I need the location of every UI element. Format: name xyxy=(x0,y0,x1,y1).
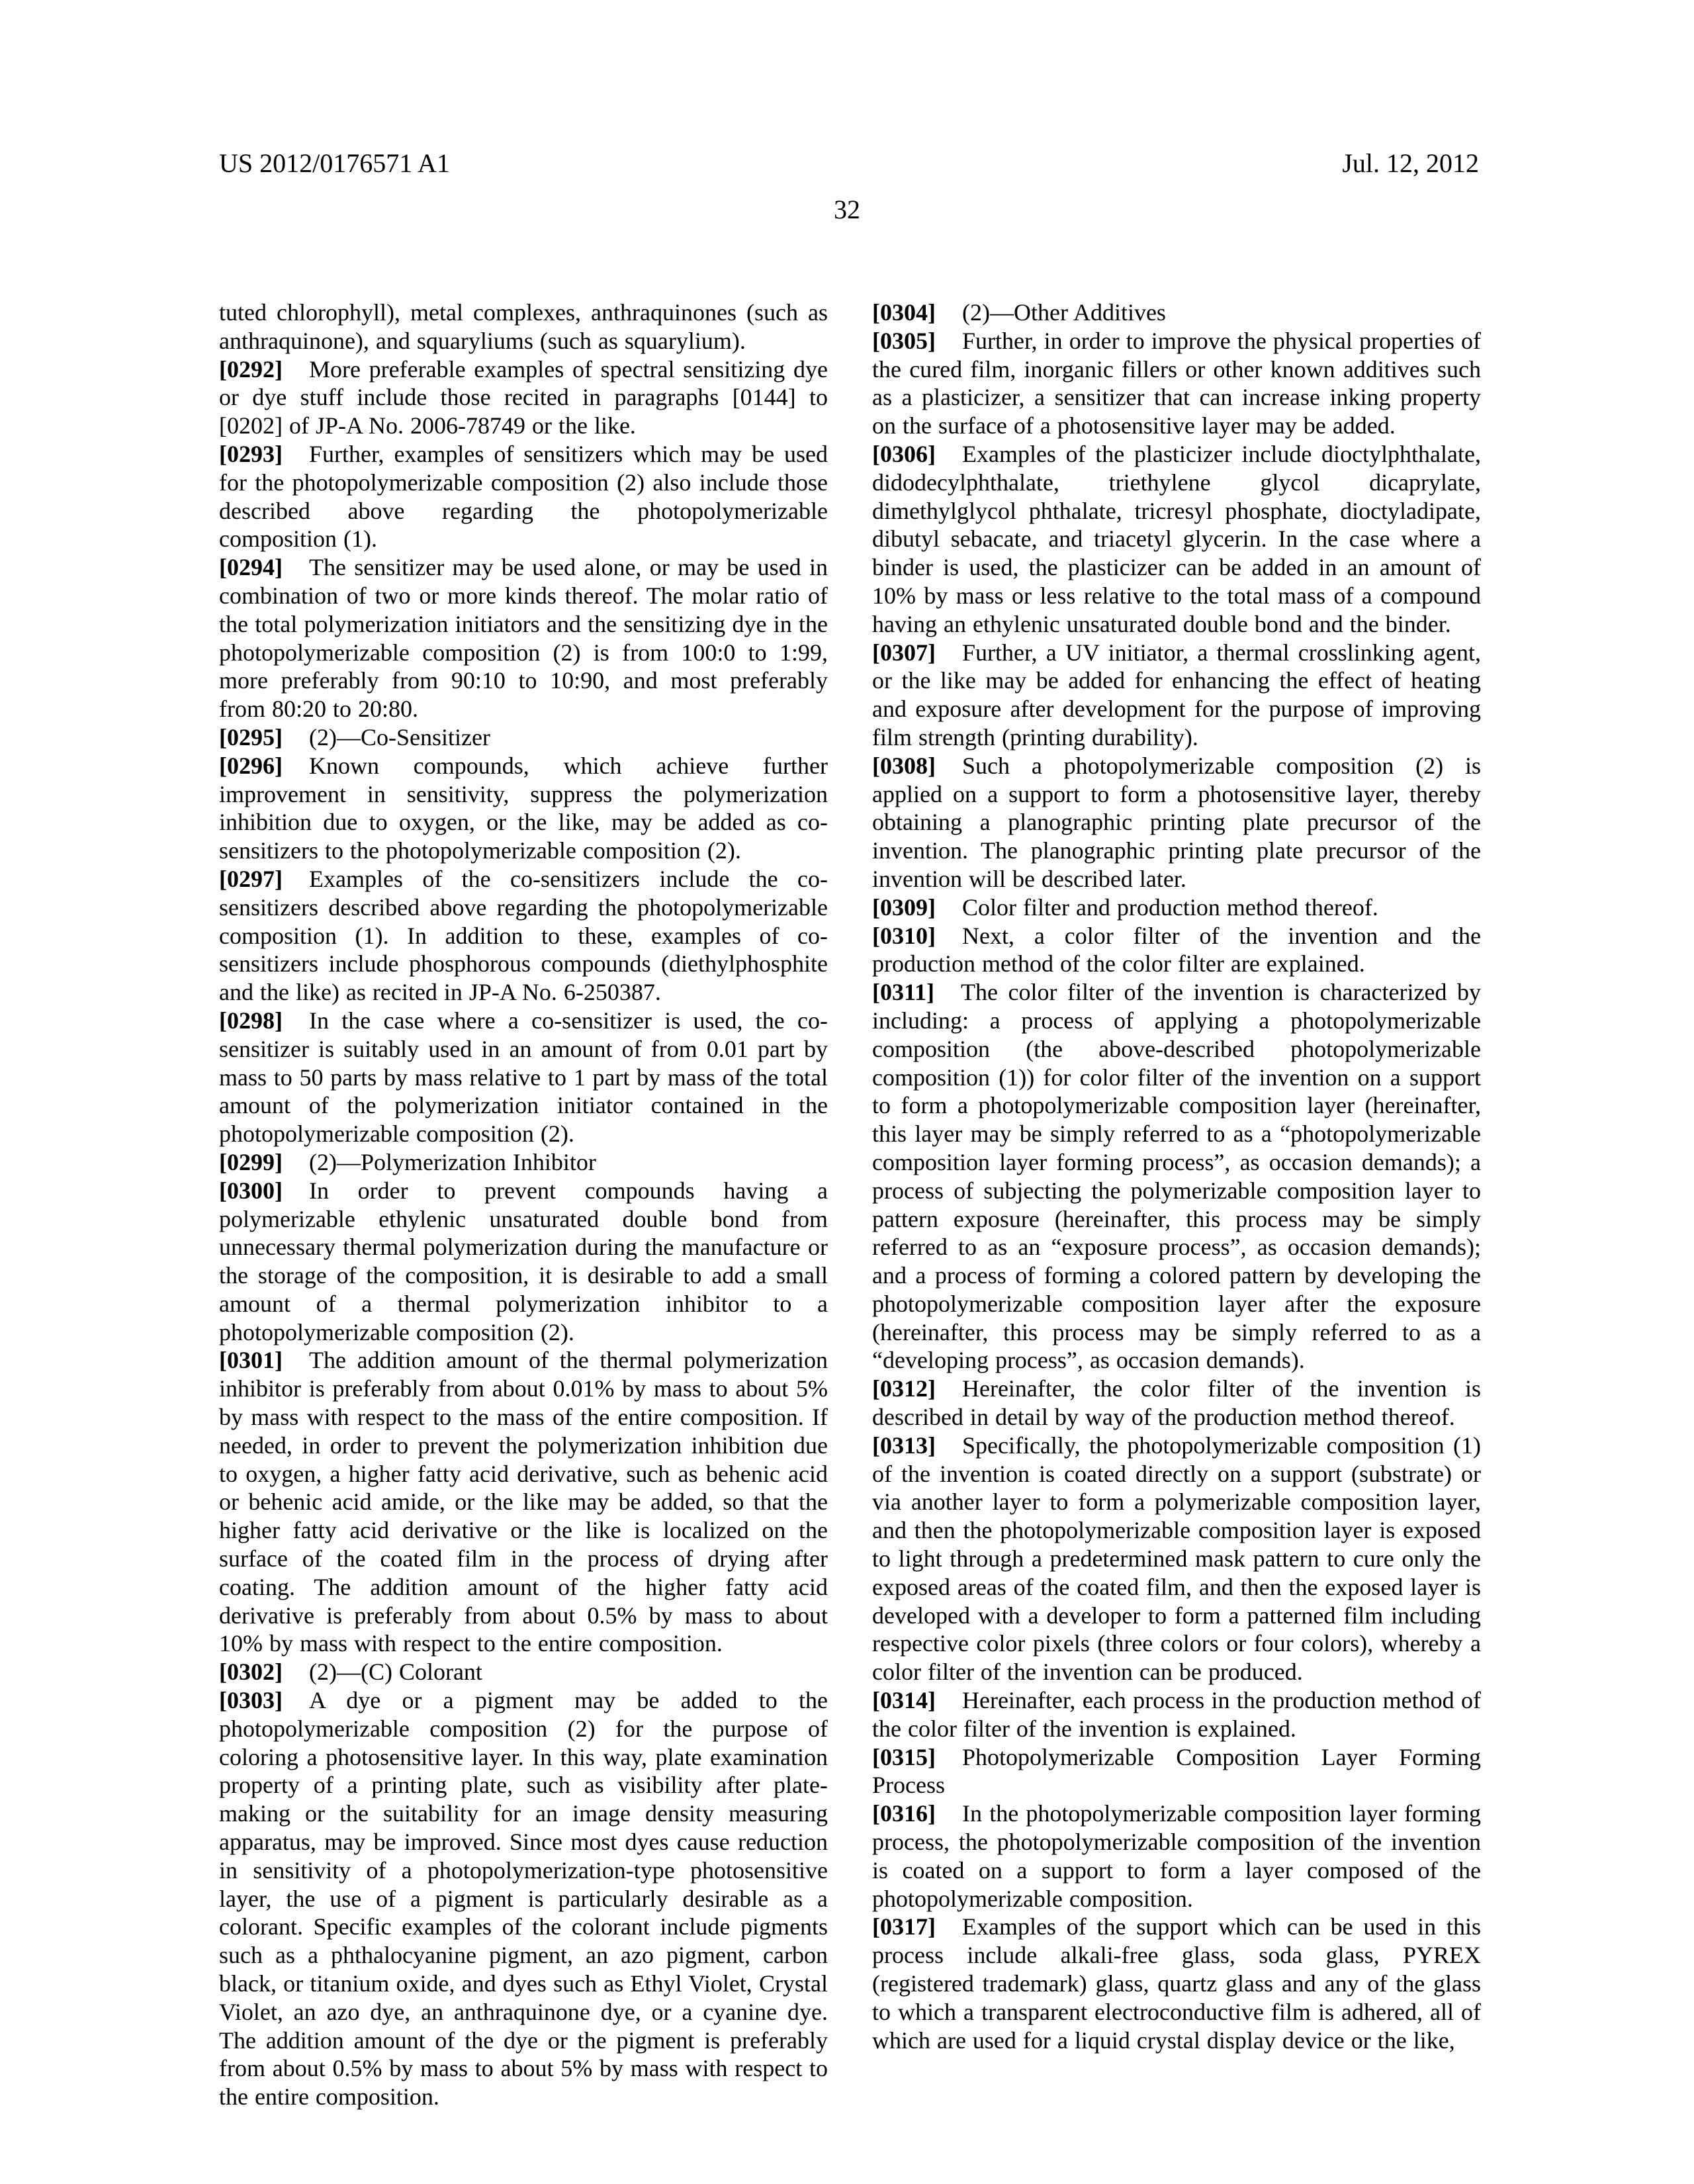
paragraph: [0294] The sensitizer may be used alone, or may be used in combination of two or more kinds thereof. The molar ratio of the total polymerization initiators and the sensitizing dye in the photopolymerizable composition (2) is from 100:0 to 1:99, more preferably from 90:10 to 10:90, and most preferably from 80:20 to 20:80. xyxy=(219,554,828,723)
paragraph-number: [0305] xyxy=(872,327,936,354)
paragraph: [0309] Color filter and production method thereof. xyxy=(872,893,1378,921)
paragraph: [0310] Next, a color filter of the invention and the production method of the color filter are explained. xyxy=(872,922,1481,978)
paragraph-number: [0316] xyxy=(872,1800,936,1827)
paragraph: [0315] Photopolymerizable Composition Layer Forming Process xyxy=(872,1743,1481,1799)
paragraph-number: [0308] xyxy=(872,752,936,779)
paragraph: [0317] Examples of the support which can be used in this process include alkali-free glass, soda glass, PYREX (registered trademark) glass, quartz glass and any of the glass to which a transparent electroconductive film is adhered, all of which are used for a liquid crystal display device or the like, xyxy=(872,1913,1481,2054)
paragraph: [0302] (2)—(C) Colorant xyxy=(219,1659,482,1686)
paragraph-number: [0301] xyxy=(219,1347,283,1374)
paragraph-number: [0304] xyxy=(872,299,936,326)
paragraph-number: [0315] xyxy=(872,1743,936,1770)
page-number: 32 xyxy=(834,195,860,224)
paragraph-number: [0300] xyxy=(219,1177,283,1204)
paragraph: [0308] Such a photopolymerizable composition (2) is applied on a support to form a photosensitive layer, thereby obtaining a planographic printing plate precursor of the invention. The planographic printing plate precursor of the invention will be described later. xyxy=(872,752,1481,892)
paragraph-number: [0309] xyxy=(872,893,936,921)
paragraph-number: [0303] xyxy=(219,1687,283,1714)
paragraph: [0316] In the photopolymerizable composition layer forming process, the photopolymerizable composition of the invention is coated on a support to form a layer composed of the photopolymerizable composition. xyxy=(872,1800,1481,1912)
paragraph-number: [0295] xyxy=(219,723,283,751)
publication-date: Jul. 12, 2012 xyxy=(1342,148,1479,178)
paragraph: [0293] Further, examples of sensitizers which may be used for the photopolymerizable composition (2) also include those described above regarding the photopolymerizable composition (1). xyxy=(219,440,828,553)
paragraph: [0305] Further, in order to improve the physical properties of the cured film, inorganic fillers or other known additives such as a plasticizer, a sensitizer that can increase inking property on the surface of a photosensitive layer may be added. xyxy=(872,327,1481,439)
paragraph-number: [0294] xyxy=(219,554,283,581)
paragraph: [0299] (2)—Polymerization Inhibitor xyxy=(219,1148,596,1175)
patent-number: US 2012/0176571 A1 xyxy=(219,148,450,178)
paragraph: [0303] A dye or a pigment may be added to the photopolymerizable composition (2) for the purpose of coloring a photosensitive layer. In this way, plate examination property of a printing plate, such as visibility after plate-making or the suitability for an image density measuring apparatus, may be improved. Since most dyes cause reduction in sensitivity of a photopolymerization-type photosensitive layer, the use of a pigment is particularly desirable as a colorant. Specific examples of the colorant include pigments such as a phthalocyanine pigment, an azo pigment, carbon black, or titanium oxide, and dyes such as Ethyl Violet, Crystal Violet, an azo dye, an anthraquinone dye, or a cyanine dye. The addition amount of the dye or the pigment is preferably from about 0.5% by mass to about 5% by mass with respect to the entire composition. xyxy=(219,1687,828,2111)
paragraph-number: [0317] xyxy=(872,1913,936,1940)
paragraph-number: [0296] xyxy=(219,752,283,779)
paragraph-number: [0302] xyxy=(219,1659,283,1686)
paragraph-number: [0307] xyxy=(872,639,936,666)
paragraph-number: [0297] xyxy=(219,865,283,892)
paragraph: [0313] Specifically, the photopolymerizable composition (1) of the invention is coated directly on a support (substrate) or via another layer to form a polymerizable composition layer, and then the photopolymerizable composition layer is exposed to light through a predetermined mask pattern to cure only the exposed areas of the coated film, and then the exposed layer is developed with a developer to form a patterned film including respective color pixels (three colors or four colors), whereby a color filter of the invention can be produced. xyxy=(872,1432,1481,1686)
column-left xyxy=(219,298,828,2111)
paragraph-number: [0314] xyxy=(872,1687,936,1714)
paragraph: [0300] In order to prevent compounds having a polymerizable ethylenic unsaturated double bond from unnecessary thermal polymerization during the manufacture or the storage of the composition, it is desirable to add a small amount of a thermal polymerization inhibitor to a photopolymerizable composition (2). xyxy=(219,1177,828,1345)
paragraph-number: [0306] xyxy=(872,440,936,467)
paragraph-number: [0313] xyxy=(872,1432,936,1459)
paragraph: [0301] The addition amount of the thermal polymerization inhibitor is preferably from about 0.01% by mass to about 5% by mass with respect to the mass of the entire composition. If needed, in order to prevent the polymerization inhibition due to oxygen, a higher fatty acid derivative, such as behenic acid or behenic acid amide, or the like may be added, so that the higher fatty acid derivative or the like is localized on the surface of the coated film in the process of drying after coating. The addition amount of the higher fatty acid derivative is preferably from about 0.5% by mass to about 10% by mass with respect to the entire composition. xyxy=(219,1347,828,1657)
paragraph: [0304] (2)—Other Additives xyxy=(872,299,1166,326)
paragraph: [0292] More preferable examples of spectral sensitizing dye or dye stuff include those recited in paragraphs [0144] to [0202] of JP-A No. 2006-78749 or the like. xyxy=(219,355,828,439)
running-header xyxy=(219,148,1479,179)
paragraph: [0295] (2)—Co-Sensitizer xyxy=(219,723,490,751)
paragraph: [0311] The color filter of the invention is characterized by including: a process of applying a photopolymerizable composition (the above-described photopolymerizable composition (1)) for color filter of the invention on a support to form a photopolymerizable composition layer (hereinafter, this layer may be simply referred to as a “photopolymerizable composition layer forming process”, as occasion demands); a process of subjecting the polymerizable composition layer to pattern exposure (hereinafter, this process may be simply referred to as an “exposure process”, as occasion demands); and a process of forming a colored pattern by developing the photopolymerizable composition layer after the exposure (hereinafter, this process may be simply referred to as a “developing process”, as occasion demands). xyxy=(872,979,1481,1374)
paragraph: [0314] Hereinafter, each process in the production method of the color filter of the invention is explained. xyxy=(872,1687,1481,1742)
paragraph: [0307] Further, a UV initiator, a thermal crosslinking agent, or the like may be added for enhancing the effect of heating and exposure after development for the purpose of improving film strength (printing durability). xyxy=(872,639,1481,751)
paragraph-number: [0299] xyxy=(219,1148,283,1175)
paragraph-number: [0312] xyxy=(872,1375,936,1402)
paragraph: [0306] Examples of the plasticizer include dioctylphthalate, didodecylphthalate, triethylene glycol dicaprylate, dimethylglycol phthalate, tricresyl phosphate, dioctyladipate, dibutyl sebacate, and triacetyl glycerin. In the case where a binder is used, the plasticizer can be added in an amount of 10% by mass or less relative to the total mass of a compound having an ethylenic unsaturated double bond and the binder. xyxy=(872,440,1481,637)
paragraph-number: [0292] xyxy=(219,355,283,383)
paragraph: [0296] Known compounds, which achieve further improvement in sensitivity, suppress the polymerization inhibition due to oxygen, or the like, may be added as co-sensitizers to the photopolymerizable composition (2). xyxy=(219,752,828,864)
paragraph: [0312] Hereinafter, the color filter of the invention is described in detail by way of the production method thereof. xyxy=(872,1375,1481,1431)
paragraph-number: [0310] xyxy=(872,922,936,949)
column-right xyxy=(872,298,1481,2054)
paragraph: tuted chlorophyll), metal complexes, anthraquinones (such as anthraquinone), and squaryliums (such as squarylium). xyxy=(219,299,828,354)
paragraph-number: [0298] xyxy=(219,1007,283,1034)
paragraph: [0297] Examples of the co-sensitizers include the co-sensitizers described above regarding the photopolymerizable composition (1). In addition to these, examples of co-sensitizers include phosphorous compounds (diethylphosphite and the like) as recited in JP-A No. 6-250387. xyxy=(219,865,828,1006)
paragraph-number: [0293] xyxy=(219,440,283,467)
paragraph: [0298] In the case where a co-sensitizer is used, the co-sensitizer is suitably used in an amount of from 0.01 part by mass to 50 parts by mass relative to 1 part by mass of the total amount of the polymerization initiator contained in the photopolymerizable composition (2). xyxy=(219,1007,828,1148)
paragraph-number: [0311] xyxy=(872,979,934,1006)
